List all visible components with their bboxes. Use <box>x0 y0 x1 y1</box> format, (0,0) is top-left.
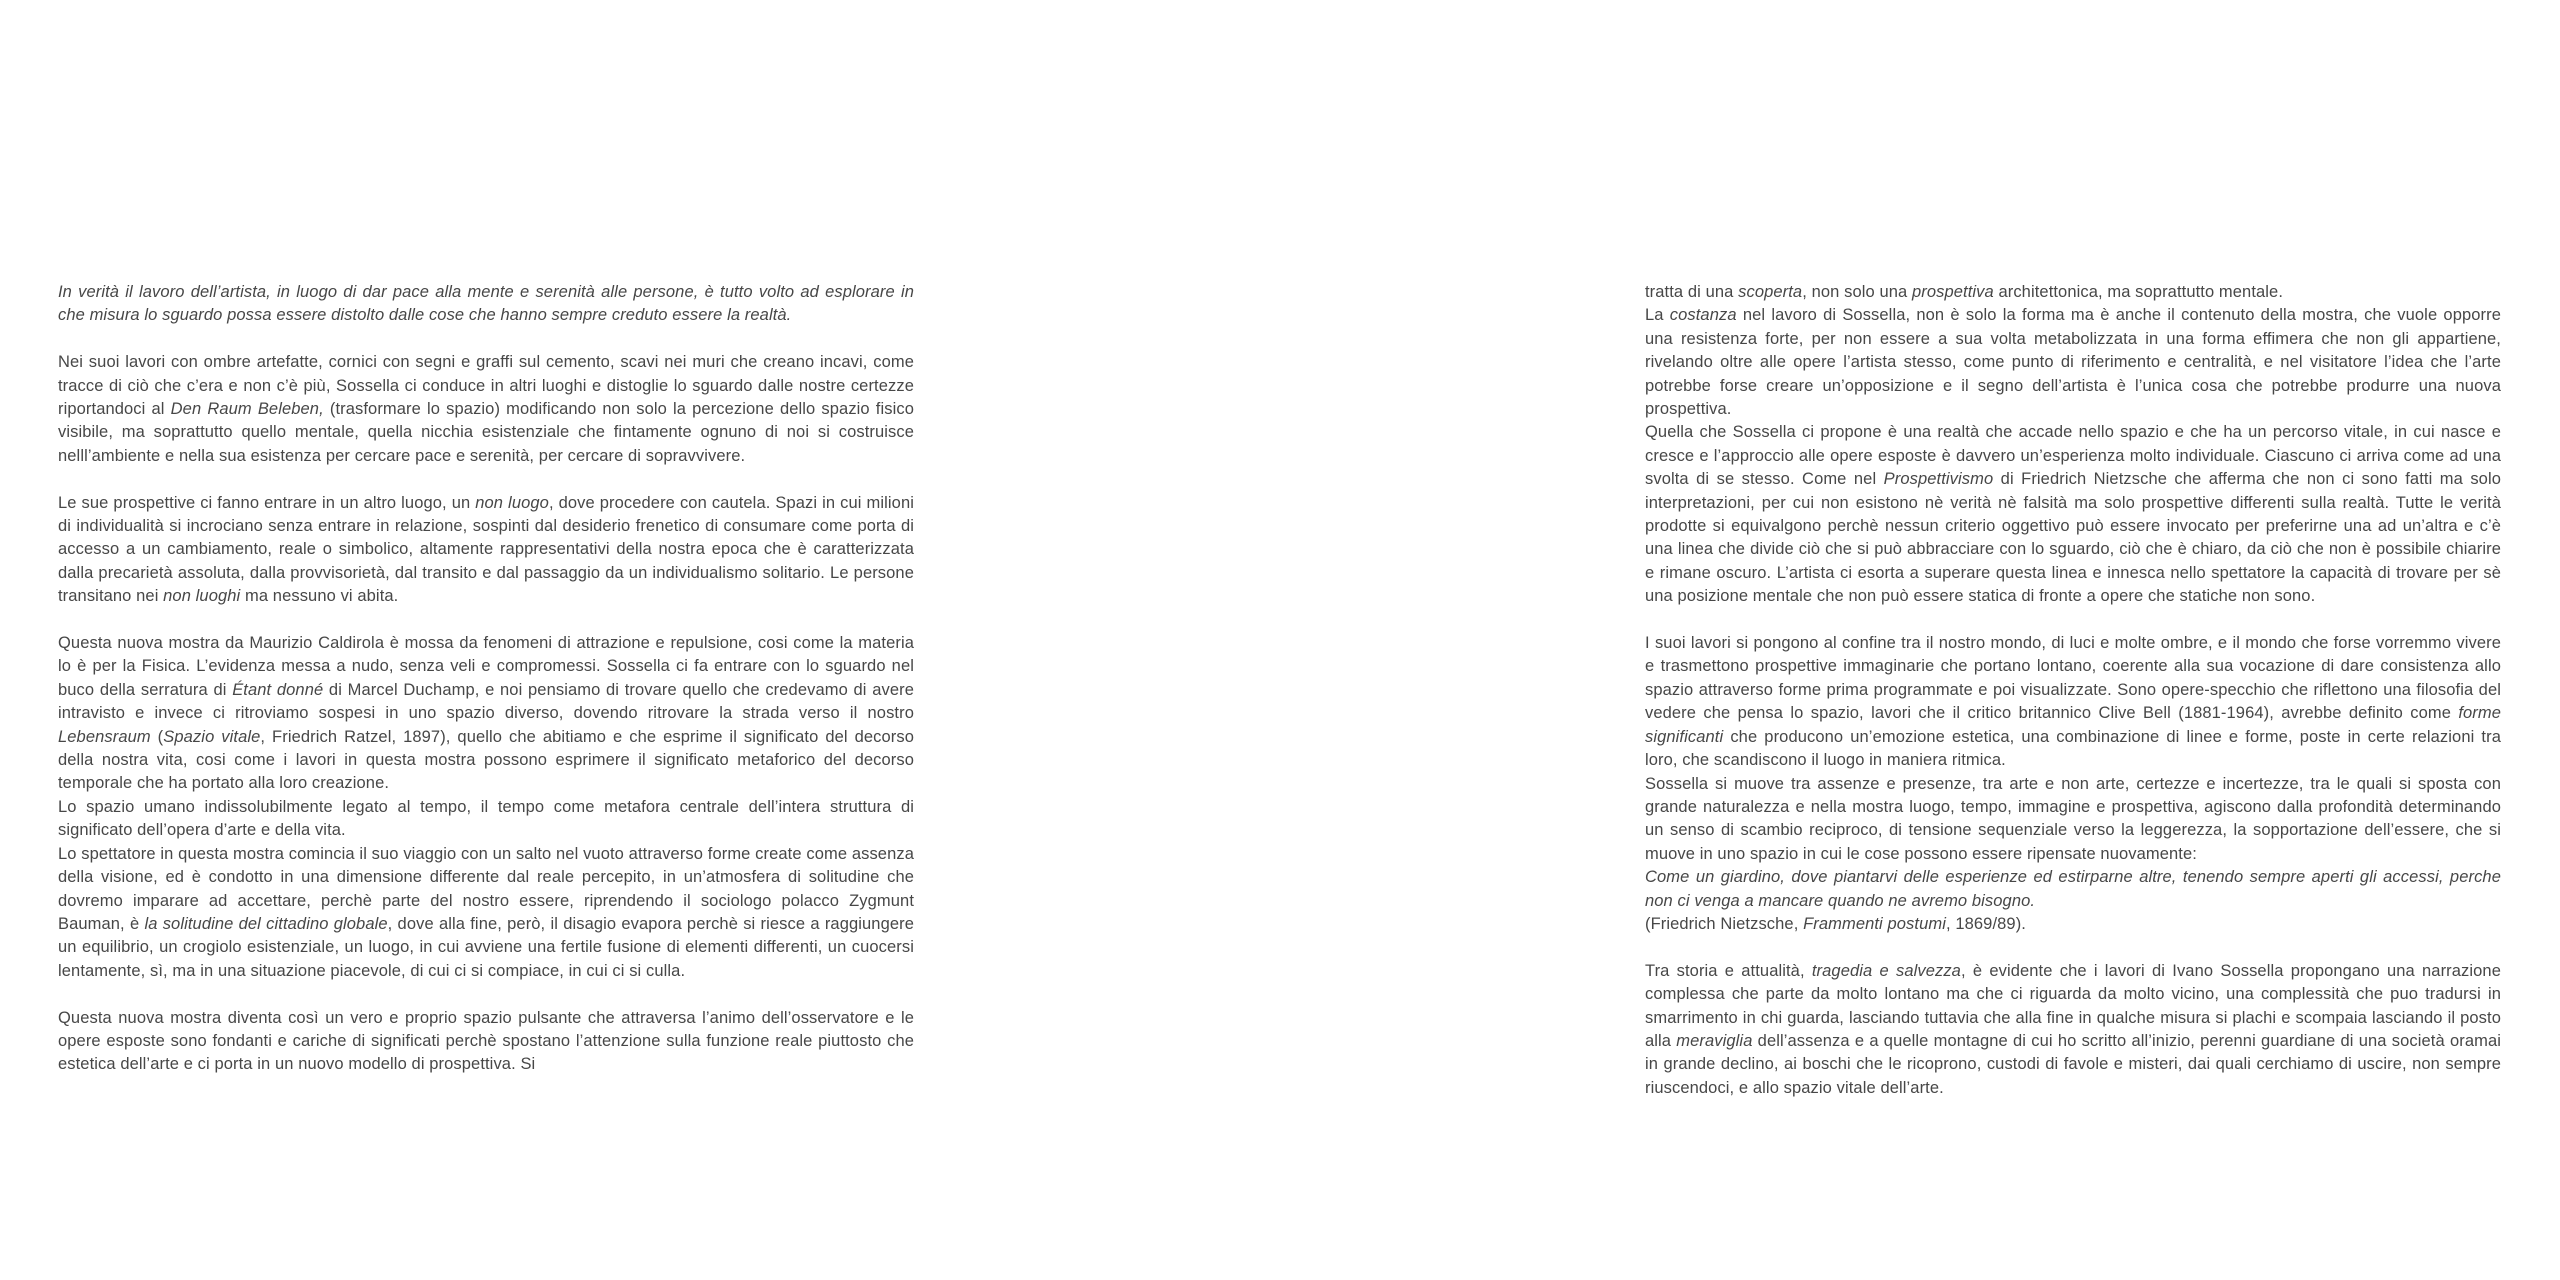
text-segment: dell’assenza e a quelle montagne di cui ho scritto all’inizio, perenni guardiane di una società oramai in grande declino, ai boschi che le ricoprono, custodi di favole e misteri, dai quali cerchiamo di uscire, non sempre riuscendoci, e allo spazio vitale dell’arte. <box>1645 1031 2501 1097</box>
paragraph <box>58 1007 914 1077</box>
paragraph <box>1645 304 2501 421</box>
italic-text-segment: prospettiva <box>1911 283 1994 301</box>
italic-text-segment: Lebensraum <box>58 727 151 746</box>
text-segment: , non solo una <box>1802 283 1912 301</box>
text-segment: di Friedrich Nietzsche che afferma che non ci sono fatti ma solo interpretazioni, per cui non esistono nè verità nè falsità ma solo prospettive differenti sulla realtà. Tutte le verità prodotte si equivalgono perchè nessun criterio oggettivo può essere invocato per preferirne una ad un’altra e c’è una linea che divide ciò che si può abbracciare con lo sguardo, ciò che è chiaro, da ciò che non è possibile chiarire e rimane oscuro. L’artista ci esorta a superare questa linea e innesca nello spettatore la capacità di trovare per sè una posizione mentale che non può essere statica di fronte a opere che statiche non sono. <box>1645 470 2501 606</box>
italic-text-segment: costanza <box>1669 306 1737 325</box>
text-segment: tratta di una <box>1645 283 1739 301</box>
text-segment: di Marcel Duchamp, e noi pensiamo di trovare quello che credevamo di avere intravisto e invece ci ritroviamo sospesi in uno spazio diverso, dovendo ritrovare la strada verso il nostro <box>58 680 914 723</box>
paragraph <box>58 351 914 468</box>
paragraph <box>58 843 914 983</box>
right-page-text-column <box>1645 281 2501 1100</box>
italic-text-segment: la solitudine del cittadino globale <box>144 914 388 933</box>
left-page-text-column <box>58 281 914 1077</box>
text-segment: Quella che Sossella ci propone è una realtà che accade nello spazio e che ha un percorso vitale, in cui nasce e cresce e l’approccio alle opere esposte è davvero un’esperienza molto individuale. Ciascuno ci arriva come ad una svolta di se stesso. Come nel <box>1645 423 2501 489</box>
text-segment: (Friedrich Nietzsche, <box>1645 914 1804 933</box>
text-segment: La <box>1645 306 1670 325</box>
text-segment: , dove procedere con cautela. Spazi in cui milioni di individualità si incrociano senza entrare in relazione, sospinti dal desiderio frenetico di consumare come porta di accesso a un cambiamento, reale o simbolico, altamente rappresentativi della nostra epoca che è caratterizzata dalla precarietà assoluta, dalla provvisorietà, dal transito e dal passaggio da un individualismo solitario. Le persone transitano nei <box>58 493 915 606</box>
paragraph <box>1645 632 2501 772</box>
text-segment: Tra storia e attualità, <box>1645 961 1812 980</box>
italic-text-segment: scoperta <box>1738 283 1803 301</box>
italic-text-segment: Frammenti postumi <box>1803 914 1946 933</box>
text-segment: ( <box>150 727 164 746</box>
text-segment: Le sue prospettive ci fanno entrare in un altro luogo, un <box>58 493 476 512</box>
text-segment: I suoi lavori si pongono al confine tra il nostro mondo, di luci e molte ombre, e il mondo che forse vorremmo vivere e trasmettono prospettive immaginarie che portano lontano, coerente alla sua vocazione di dare consistenza allo spazio attraverso forme prima programmate e poi visualizzate. Sono opere-specchio che riflettono una filosofia del vedere che pensa lo spazio, lavori che il critico britannico Clive Bell (1881-1964), avrebbe definito come <box>1645 634 2501 723</box>
text-segment: Questa nuova mostra diventa così un vero e proprio spazio pulsante che attraversa l’animo dell’osservatore e le opere esposte sono fondanti e cariche di significati perchè spostano l’attenzione sulla funzione reale piuttosto che estetica dell’arte e ci porta in un nuovo modello di prospettiva. Si <box>58 1008 914 1074</box>
italic-text-segment: non luogo <box>475 493 549 512</box>
text-segment: Questa nuova mostra da Maurizio Caldirola è mossa da fenomeni di attrazione e repulsione, cosi come la materia lo è per la Fisica. L’evidenza messa a nudo, senza veli e compromessi. Sossella ci fa entrare con lo sguardo nel buco della serratura di <box>58 634 914 699</box>
text-segment: che producono un’emozione estetica, una combinazione di linee e forme, poste in certe relazioni tra loro, che scandiscono il luogo in maniera ritmica. <box>1645 727 2501 770</box>
text-segment: , è evidente che i lavori di Ivano Sossella propongano una narrazione complessa che parte da molto lontano ma che ci riguarda da molto vicino, una complessità che puo tradursi in smarrimento in chi guarda, lasciando tuttavia che alla fine in qualche misura si plachi e scompaia lasciando il posto alla <box>1645 961 2501 1050</box>
italic-text-segment: tragedia e salvezza <box>1811 961 1961 980</box>
text-segment: , Friedrich Ratzel, 1897), quello che abitiamo e che esprime il significato del decorso della nostra vita, cosi come i lavori in questa mostra possono esprimere il significato metaforico del decorso temporale che ha portato alla loro creazione. <box>58 727 915 793</box>
paragraph <box>1645 421 2501 608</box>
italic-text-segment: Étant donné <box>232 680 324 699</box>
text-segment: architettonica, ma soprattutto mentale. <box>1993 283 2284 301</box>
text-segment: (trasformare lo spazio) modificando non solo la percezione dello spazio fisico visibile, ma soprattutto quello mentale, quella nicchia esistenziale che fintamente ognuno di noi si costruisce nelll’ambiente e nella sua esistenza per cercare pace e serenità, per cercare di sopravvivere. <box>58 400 915 465</box>
text-segment: , dove alla fine, però, il disagio evapora perchè si riesce a raggiungere un equilibrio, un crogiolo esistenziale, un luogo, in cui avviene una fertile fusione di elementi differenti, un cuocersi lentamente, sì, ma in una situazione piacevole, di cui ci si compiace, in cui ci si culla. <box>58 914 915 980</box>
italic-text-segment: Den Raum Beleben, <box>170 400 324 419</box>
text-segment: Lo spettatore in questa mostra comincia il suo viaggio con un salto nel vuoto attraverso forme create come assenza della visione, ed è condotto in una dimensione differente dal reale percepito, in un’atmosfera di solitudine che dovremo imparare ad accettare, perchè parte del nostro essere, riprendendo il sociologo polacco Zygmunt Bauman, è <box>58 844 914 933</box>
italic-text-segment: meraviglia <box>1676 1031 1753 1050</box>
text-segment: Lo spazio umano indissolubilmente legato al tempo, il tempo come metafora centrale dell’intera struttura di significato dell’opera d’arte e della vita. <box>58 797 914 840</box>
text-segment: ma nessuno vi abita. <box>240 587 399 606</box>
paragraph <box>1645 960 2501 1100</box>
italic-text-segment: non luoghi <box>163 587 241 606</box>
text-segment: Nei suoi lavori con ombre artefatte, cornici con segni e graffi sul cemento, scavi nei muri che creano incavi, come tracce di ciò che c’era e non c’è più, Sossella ci conduce in altri luoghi e distoglie lo sguardo dalle nostre certezze riportandoci al <box>58 353 914 419</box>
paragraph <box>58 281 914 328</box>
italic-text-segment: Come un giardino, dove piantarvi delle esperienze ed estirparne altre, tenendo sempre aperti gli accessi, perche non ci venga a mancare quando ne avremo bisogno. <box>1645 868 2501 910</box>
text-segment: , 1869/89). <box>1945 914 2026 933</box>
paragraph <box>1645 866 2501 913</box>
paragraph <box>58 632 914 796</box>
text-segment: Sossella si muove tra assenze e presenze, tra arte e non arte, certezze e incertezze, tra le quali si sposta con grande naturalezza e nella mostra luogo, tempo, immagine e prospettiva, agiscono dalla profondità determinando un senso di scambio reciproco, di tensione sequenziale verso la leggerezza, la sopportazione dell’essere, che si muove in uno spazio in cui le cose possono essere ripensate nuovamente: <box>1645 774 2501 863</box>
italic-text-segment: Spazio vitale <box>163 727 261 746</box>
italic-text-segment: forme significanti <box>1645 704 2501 746</box>
paragraph <box>58 796 914 843</box>
text-segment: nel lavoro di Sossella, non è solo la forma ma è anche il contenuto della mostra, che vuole opporre una resistenza forte, per non essere a sua volta metabolizzata in una forma effimera che non gli appartiene, rivelando oltre alle opere l’artista stesso, come punto di riferimento e centralità, e nel visitatore l’idea che l’arte potrebbe forse creare un’opposizione e il segno dell’artista è l’unica cosa che potrebbe produrre una nuova prospettiva. <box>1645 306 2501 419</box>
paragraph <box>1645 773 2501 867</box>
paragraph <box>58 492 914 609</box>
paragraph <box>1645 913 2501 936</box>
italic-text-segment: Prospettivismo <box>1883 470 1994 489</box>
paragraph <box>1645 281 2501 304</box>
italic-text-segment: In verità il lavoro dell’artista, in luogo di dar pace alla mente e serenità alle persone, è tutto volto ad esplorare in che misura lo sguardo possa essere distolto dalle cose che hanno sempre creduto essere la realtà. <box>58 283 914 325</box>
